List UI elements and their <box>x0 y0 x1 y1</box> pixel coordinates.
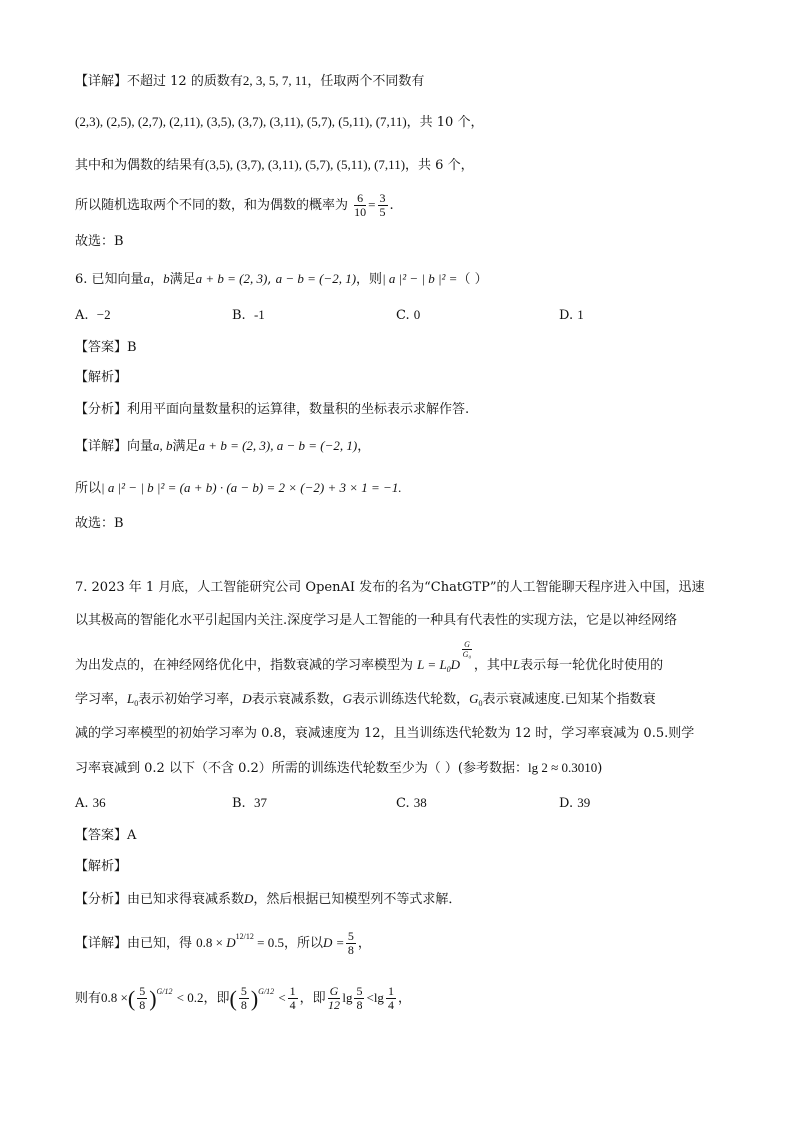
p6-detail <box>75 436 370 457</box>
text: ，则 <box>356 272 383 287</box>
math-so-expr: | a |² − | b |² = (a + b) · (a − b) = 2 × (−2) + 3 × 1 = −1. <box>101 480 402 495</box>
p7-then: 则有0.8 ×( $\frac{5}{8}$ )$^{G/12}$ < 0.2，即( $\frac{5}{8}$ )$^{G/12}$ < $\frac{1}{4}$ ，即 $\frac{G}{12}$ lg $\frac{5}{8}$ <lg $\frac{1}{4}$ ， <box>75 984 411 1012</box>
p7-line1: 7. 2023 年 1 月底，人工智能研究公司 OpenAI 发布的名为“ChatGTP”的人工智能聊天程序进入中国，迅速 <box>75 580 705 595</box>
option-d: D. 39 <box>559 795 591 811</box>
math-D: D <box>323 935 333 950</box>
math-lt: < <box>278 990 286 1005</box>
text: ，即 <box>299 991 326 1006</box>
text: 所以随机选取两个不同的数，和为偶数的概率为 <box>75 198 349 213</box>
math-D: D <box>242 691 252 706</box>
math-pairs: (2,3), (2,5), (2,7), (2,11), (3,5), (3,7), (3,11), (5,7), (5,11), (7,11) <box>75 114 407 129</box>
text: 满足 <box>172 439 199 454</box>
model-formula: $L = L_0D$ $\frac{G}{\text{G₀}}$ <box>417 640 472 674</box>
math-expr: | a |² − | b |² = <box>382 271 458 286</box>
text: ， <box>357 439 371 454</box>
math-cond1: a + b = (2, 3) <box>195 271 268 286</box>
text: 不超过 12 的质数有 <box>127 74 243 89</box>
math-L: L <box>512 657 521 672</box>
p6-stem: 6. 已知向量a，b满足a + b = (2, 3), a − b = (−2, 1)，则| a |² − | b |² =（ ） <box>75 271 488 287</box>
text: 学习率， <box>75 692 128 707</box>
p6-answer <box>75 338 137 358</box>
text: 由已知求得衰减系数 <box>127 892 245 907</box>
vec-b: b <box>163 271 170 286</box>
text: 已知向量 <box>91 272 144 287</box>
text: 满足 <box>169 272 196 287</box>
fraction-5-8: $\frac{5}{8}$ <box>347 929 354 957</box>
math-cond2: a − b = (−2, 1) <box>275 271 357 286</box>
p7-line2: 以其极高的智能化水平引起国内关注.深度学习是人工智能的一种具有代表性的实现方法，它是以神经网络 <box>75 613 678 628</box>
p6-choice: 故选：B <box>75 516 124 531</box>
lg: lg <box>373 990 384 1005</box>
p7-line5: 减的学习率模型的初始学习率为 0.8，衰减速度为 12，且当训练迭代轮数为 12 时，学习率衰减为 0.5.则学 <box>75 726 695 741</box>
equals: = <box>368 197 376 212</box>
text: ，其中 <box>473 658 513 673</box>
p7-analysis-tag: 【解析】 <box>75 859 128 874</box>
p7-fenxi <box>75 889 461 910</box>
text: ， <box>397 991 411 1006</box>
fenxi-tag: 【分析】 <box>75 892 128 907</box>
answer-value: B <box>127 340 137 355</box>
text: 利用平面向量数量积的运算律，数量积的坐标表示求解作答. <box>127 402 470 417</box>
subscript: 0 <box>478 699 483 708</box>
fraction-5-8: $\frac{5}{8}$ <box>240 984 247 1012</box>
math-lt: < 0.2 <box>176 990 204 1005</box>
p6-analysis-tag: 【解析】 <box>75 370 128 385</box>
lg: lg <box>342 990 353 1005</box>
text: ) <box>597 761 603 776</box>
math-primes: 2, 3, 5, 7, 11 <box>242 73 308 88</box>
text: 习率衰减到 0.2 以下（不含 0.2）所需的训练迭代轮数至少为（ ）(参考数据： <box>75 761 528 776</box>
answer-paren: （ ） <box>457 272 488 287</box>
fraction-1-4: $\frac{1}{4}$ <box>289 984 296 1012</box>
p5-even-line <box>75 155 474 176</box>
fenxi-tag: 【分析】 <box>75 402 128 417</box>
math-cond: a + b = (2, 3), a − b = (−2, 1) <box>198 438 358 453</box>
detail-tag: 【详解】 <box>75 936 128 951</box>
p6-fenxi <box>75 400 469 420</box>
text: 表示每一轮优化时使用的 <box>520 658 664 673</box>
p5-prob-line <box>75 192 394 219</box>
p5-pairs-line <box>75 112 483 133</box>
subscript: 0 <box>134 699 139 708</box>
p7-line6 <box>75 758 602 779</box>
text: 由已知，得 <box>127 936 193 951</box>
math-L0: L <box>127 691 135 706</box>
text: ，所以 <box>283 936 323 951</box>
text: ，任取两个不同数有 <box>307 74 425 89</box>
detail-tag: 【详解】 <box>75 439 128 454</box>
text: ，共 10 个， <box>406 115 484 130</box>
answer-value: A <box>127 828 137 843</box>
p6-so <box>75 478 402 499</box>
text: 则有 <box>75 991 102 1006</box>
detail-tag: 【详解】 <box>75 74 128 89</box>
math-eq1: $0.8 \times D^{12/12} = 0.5$ <box>196 932 284 950</box>
equals: = <box>336 935 344 950</box>
exponent: G/12 <box>258 987 275 996</box>
text: 为出发点的，在神经网络优化中，指数衰减的学习率模型为 <box>75 658 414 673</box>
answer-tag: 【答案】 <box>75 340 128 355</box>
text: ，即 <box>203 991 230 1006</box>
math-08: 0.8 × <box>101 990 128 1005</box>
text: 其中和为偶数的结果有 <box>75 158 206 173</box>
fraction-5-8: $\frac{5}{8}$ <box>139 984 146 1012</box>
option-b: B. 37 <box>232 795 267 811</box>
option-d: D. 1 <box>559 307 584 323</box>
vec-a: a <box>143 271 151 286</box>
p5-choice: 故选：B <box>75 234 124 249</box>
math-G: G <box>342 691 353 706</box>
text: ， <box>357 936 371 951</box>
fraction-g-12: $\frac{G}{12}$ <box>328 984 340 1012</box>
p5-detail-line <box>75 71 424 92</box>
text: ，共 6 个， <box>405 158 474 173</box>
p7-line3 <box>75 640 663 685</box>
fraction-1-4: $\frac{1}{4}$ <box>387 984 394 1012</box>
math-G0: G <box>469 691 479 706</box>
option-c: C. 0 <box>396 307 421 323</box>
text: 表示训练迭代轮数， <box>352 692 470 707</box>
option-a: A. −2 <box>75 307 111 323</box>
text: 所以 <box>75 481 102 496</box>
option-b: B. -1 <box>232 307 265 323</box>
math-lt: < <box>366 990 374 1005</box>
exponent: G/12 <box>156 987 173 996</box>
period: . <box>389 198 394 213</box>
text: 表示初始学习率， <box>138 692 243 707</box>
p7-answer <box>75 826 136 846</box>
option-c: C. 38 <box>396 795 427 811</box>
text: ，然后根据已知模型列不等式求解． <box>253 892 462 907</box>
text: 表示衰减速度.已知某个指数衰 <box>482 692 656 707</box>
math-even-pairs: (3,5), (3,7), (3,11), (5,7), (5,11), (7,11) <box>205 157 406 172</box>
question-number: 6. <box>75 272 88 287</box>
math-ref: lg 2 ≈ 0.3010 <box>527 760 598 775</box>
fraction-5-8: $\frac{5}{8}$ <box>356 984 363 1012</box>
text: 向量 <box>127 439 154 454</box>
math-D: D <box>244 891 254 906</box>
option-a: A. 36 <box>75 795 106 811</box>
p7-detail <box>75 924 371 957</box>
fraction-6-10: $\frac{6}{10}$ <box>354 191 367 219</box>
answer-tag: 【答案】 <box>75 828 128 843</box>
math-vecs: a, b <box>153 438 173 453</box>
fraction-3-5: $\frac{3}{5}$ <box>379 191 386 219</box>
p7-line4 <box>75 689 656 714</box>
text: 表示衰减系数， <box>251 692 343 707</box>
